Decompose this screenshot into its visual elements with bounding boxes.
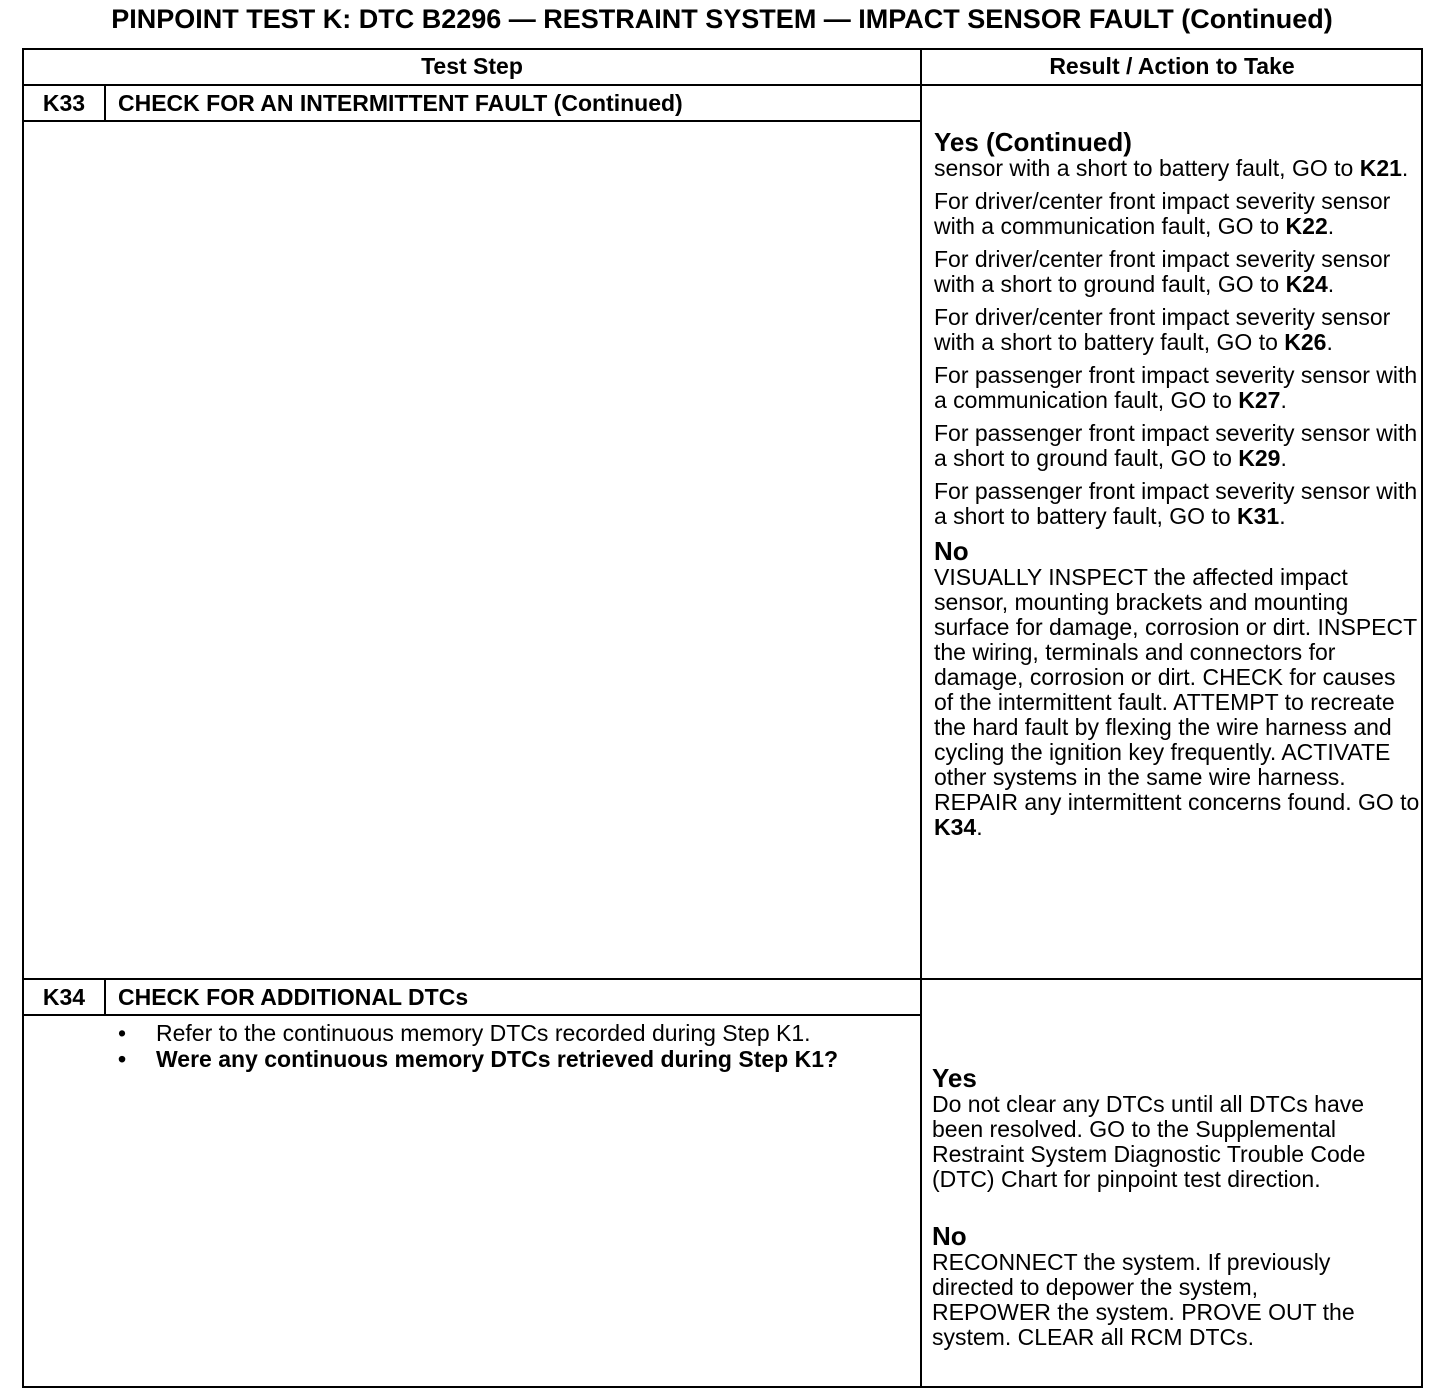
k34-bullet-1: • Refer to the continuous memory DTCs recorded during Step K1. <box>118 1020 811 1046</box>
k34-code-divider <box>104 978 106 1015</box>
k33-no-heading: No <box>934 536 969 566</box>
k33-entry: sensor with a short to battery fault, GO to K21. <box>934 155 1409 181</box>
page-title: PINPOINT TEST K: DTC B2296 — RESTRAINT SYSTEM — IMPACT SENSOR FAULT (Continued) <box>111 4 1333 34</box>
bullet-dot-icon: • <box>118 1046 127 1072</box>
header-test-step: Test Step <box>421 53 523 79</box>
k34-title-rule <box>22 1014 922 1016</box>
k34-no-heading: No <box>932 1221 967 1251</box>
k34-no-text: RECONNECT the system. If previously directed to depower the system, REPOWER the system. PROVE OUT the system. CLEAR all RCM DTCs. <box>932 1249 1355 1350</box>
k34-bullets <box>118 1020 898 1072</box>
k33-entry: For driver/center front impact severity sensor with a short to ground fault, GO to K24. <box>934 246 1391 297</box>
k34-yes-text: Do not clear any DTCs until all DTCs have been resolved. GO to the Supplemental Restraint System Diagnostic Trouble Code (DTC) Chart for pinpoint test direction. <box>932 1091 1366 1192</box>
k33-entry: For passenger front impact severity sensor with a short to battery fault, GO to K31. <box>934 478 1418 529</box>
k33-entry: For driver/center front impact severity sensor with a communication fault, GO to K22. <box>934 188 1391 239</box>
k34-bullet-2: • Were any continuous memory DTCs retrieved during Step K1? <box>118 1046 839 1072</box>
k34-title: CHECK FOR ADDITIONAL DTCs <box>118 984 469 1010</box>
k33-title-rule <box>22 120 922 122</box>
k33-entry: For passenger front impact severity sensor with a short to ground fault, GO to K29. <box>934 420 1418 471</box>
k34-yes-heading: Yes <box>932 1063 977 1093</box>
k34-row-rule <box>22 978 1423 980</box>
header-rule <box>22 84 1423 86</box>
k33-entry: For passenger front impact severity sensor with a communication fault, GO to K27. <box>934 362 1418 413</box>
k33-code: K33 <box>42 90 86 116</box>
k34-code: K34 <box>42 984 86 1010</box>
k34-results <box>932 1064 1418 1350</box>
k33-code-divider <box>104 84 106 121</box>
k33-entries <box>934 156 1420 529</box>
header-result: Result / Action to Take <box>1049 53 1295 79</box>
k33-no-text: VISUALLY INSPECT the affected impact sensor, mounting brackets and mounting surface for damage, corrosion or dirt. INSPECT the wiring, terminals and connectors for damage, corrosion or dirt. CHECK for causes of the intermittent fault. ATTEMPT to recreate the hard fault by flexing the wire harness and cycling the ignition key frequently. ACTIVATE other systems in the same wire harness. REPAIR any intermittent concerns found. GO to K34. <box>934 564 1420 840</box>
bullet-dot-icon: • <box>118 1020 127 1046</box>
column-divider <box>920 48 922 1388</box>
k33-yes-heading: Yes (Continued) <box>934 127 1132 157</box>
k33-results <box>934 128 1420 840</box>
k33-title: CHECK FOR AN INTERMITTENT FAULT (Continued) <box>118 90 683 116</box>
k33-entry: For driver/center front impact severity sensor with a short to battery fault, GO to K26. <box>934 304 1391 355</box>
